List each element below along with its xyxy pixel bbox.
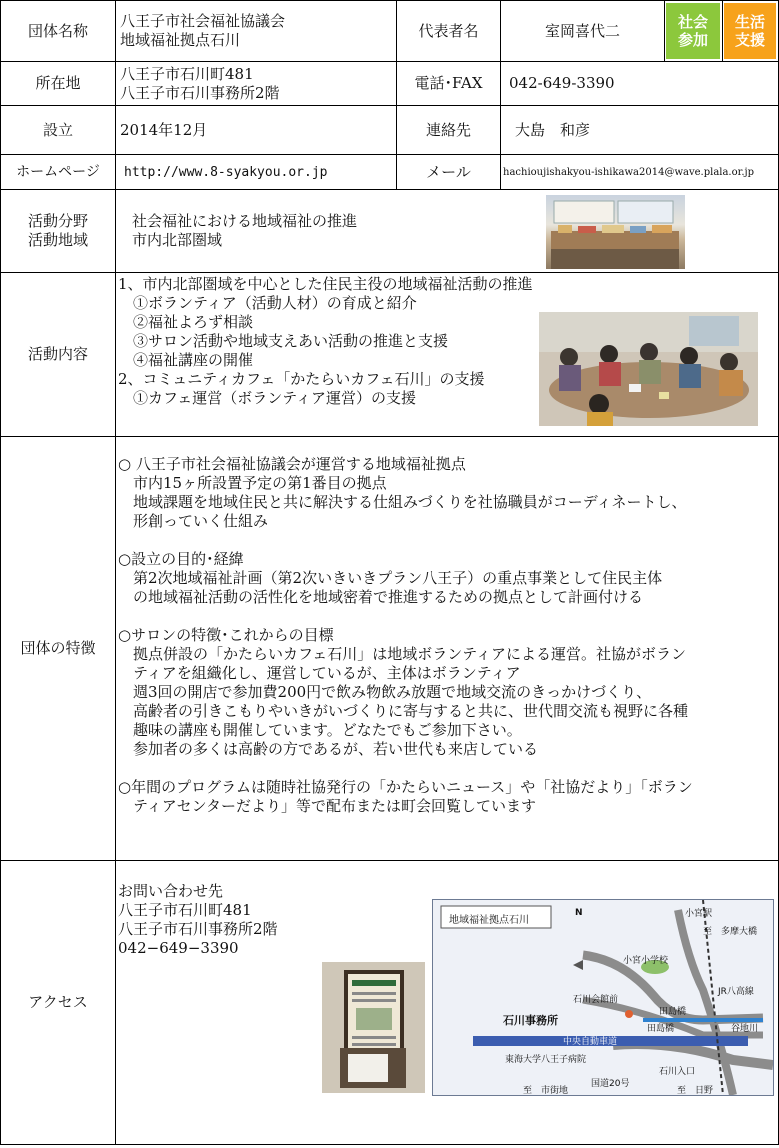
- feature-line: の地域福祉活動の活性化を地域密着で推進するための拠点として計画付ける: [118, 588, 644, 606]
- access-contact: [118, 882, 378, 962]
- feature-line: [118, 759, 773, 778]
- map-label-kaikan: 石川会館前: [573, 995, 619, 1005]
- representative-label: 代表者名: [418, 21, 479, 40]
- access-map: [432, 899, 774, 1096]
- org-name-label: 団体名称: [27, 21, 88, 40]
- map-label-to-city: 至 市街地: [523, 1086, 569, 1096]
- activity-line: 1、市内北部圏域を中心とした住民主役の地域福祉活動の推進: [118, 275, 533, 293]
- feature-line: ○設立の目的･経緯: [118, 550, 244, 568]
- activity-line: ④福祉講座の開催: [118, 351, 254, 369]
- field-text: 社会福祉における地域福祉の推進 市内北部圏域: [132, 212, 358, 249]
- access-line: 042−649−3390: [118, 939, 239, 957]
- map-label-tajima-bridge: 田島橋: [659, 1007, 687, 1017]
- phone-label: 電話･FAX: [414, 74, 483, 92]
- salon-activity-photo: [539, 312, 758, 426]
- map-label-expressway: 中央自動車道: [563, 1037, 618, 1047]
- feature-line: [118, 607, 773, 626]
- access-line: 八王子市石川町481: [118, 901, 252, 919]
- map-label-office: 石川事務所: [503, 1014, 558, 1027]
- map-label-ishikawa-entrance: 石川入口: [659, 1067, 696, 1077]
- mail-label: メール: [426, 162, 471, 181]
- activity-line: ②福祉よろず相談: [118, 313, 254, 331]
- feature-line: 週3回の開店で参加費200円で飲み物飲み放題で地域交流のきっかけづくり、: [118, 683, 652, 701]
- activity-line: ①カフェ運営（ボランティア運営）の支援: [118, 389, 417, 407]
- contact-person: 大島 和彦: [515, 120, 591, 139]
- feature-line: ○年間のプログラムは随時社協発行の「かたらいニュース」や「社協だより」「ボラン: [118, 778, 693, 796]
- map-label-route20: 国道20号: [591, 1079, 630, 1089]
- signboard-photo: [322, 962, 425, 1093]
- feature-line: 形創っていく仕組み: [118, 512, 269, 530]
- map-label-hospital: 東海大学八王子病院: [505, 1055, 587, 1065]
- access-line: お問い合わせ先: [118, 882, 224, 900]
- signboard-drawing: [322, 962, 425, 1093]
- established-label: 設立: [42, 120, 73, 139]
- feature-line: ○サロンの特徴･これからの目標: [118, 626, 334, 644]
- phone-fax: 042-649-3390: [509, 74, 615, 92]
- representative-name: 室岡喜代二: [544, 21, 620, 40]
- activity-line: ③サロン活動や地域支えあい活動の推進と支援: [118, 332, 449, 350]
- features-text: [118, 455, 773, 855]
- feature-line: ティアセンターだより」等で配布または町会回覧しています: [118, 797, 537, 815]
- access-line: 八王子市石川事務所2階: [118, 920, 278, 938]
- feature-line: 拠点併設の「かたらいカフェ石川」は地域ボランティアによる運営。社協がボラン: [118, 645, 687, 663]
- activities-list: [118, 275, 548, 425]
- map-label-komiya-school: 小宮小学校: [623, 956, 669, 966]
- feature-line: ティアを組織化し、運営しているが、主体はボランティア: [118, 664, 521, 682]
- map-label-to-hino: 至 日野: [677, 1086, 714, 1096]
- mail-address[interactable]: hachioujishakyou-ishikawa2014@wave.plala.or.jp: [503, 166, 754, 178]
- badge-social-participation: 社会 参加: [666, 3, 720, 59]
- feature-line: 参加者の多くは高齢の方であるが、若い世代も来店している: [118, 740, 539, 758]
- cafe-counter-photo: [546, 195, 685, 269]
- feature-line: 地域課題を地域住民と共に解決する仕組みづくりを社協職員がコーディネートし、: [118, 493, 687, 511]
- org-name: 八王子市社会福祉協議会 地域福祉拠点石川: [120, 12, 286, 49]
- badge-life-support: 生活 支援: [724, 3, 776, 59]
- map-north-icon: N: [575, 908, 583, 918]
- map-label-tajimabashi: 田島橋: [647, 1024, 675, 1034]
- homepage-link[interactable]: http://www.8-syakyou.or.jp: [124, 164, 328, 180]
- cafe-counter-drawing: [546, 195, 685, 269]
- map-label-tama-bridge: 至 多摩大橋: [703, 927, 758, 937]
- feature-line: 趣味の講座も開催しています。どなたでもご参加下さい。: [118, 721, 522, 739]
- map-label-yachi: 谷地川: [731, 1024, 759, 1034]
- location-address: 八王子市石川町481 八王子市石川事務所2階: [120, 64, 280, 102]
- feature-line: 第2次地域福祉計画（第2次いきいきプラン八王子）の重点事業として住民主体: [118, 569, 663, 587]
- activity-line: ①ボランティア（活動人材）の育成と紹介: [118, 294, 417, 312]
- map-label-komiya-station: 小宮駅: [685, 909, 713, 919]
- activity-line: 2、コミュニティカフェ「かたらいカフェ石川」の支援: [118, 370, 485, 388]
- feature-line: [118, 531, 773, 550]
- map-title: 地域福祉拠点石川: [449, 915, 529, 926]
- feature-line: ○ 八王子市社会福祉協議会が運営する地域福祉拠点: [118, 455, 466, 473]
- feature-line: 高齢者の引きこもりやいきがいづくりに寄与すると共に、世代間交流も視野に各種: [118, 702, 689, 720]
- homepage-label: ホームページ: [16, 163, 100, 180]
- salon-activity-drawing: [539, 312, 758, 426]
- access-label: アクセス: [28, 993, 88, 1011]
- field-label: 活動分野 活動地域: [27, 212, 88, 249]
- feature-line: 市内15ヶ所設置予定の第1番目の拠点: [118, 474, 387, 492]
- contact-label: 連絡先: [425, 120, 471, 139]
- established-date: 2014年12月: [120, 120, 208, 139]
- location-label: 所在地: [35, 74, 81, 92]
- activities-label: 活動内容: [27, 345, 88, 363]
- map-label-jr-hachiko: JR八高線: [718, 987, 754, 997]
- features-label: 団体の特徴: [20, 639, 96, 657]
